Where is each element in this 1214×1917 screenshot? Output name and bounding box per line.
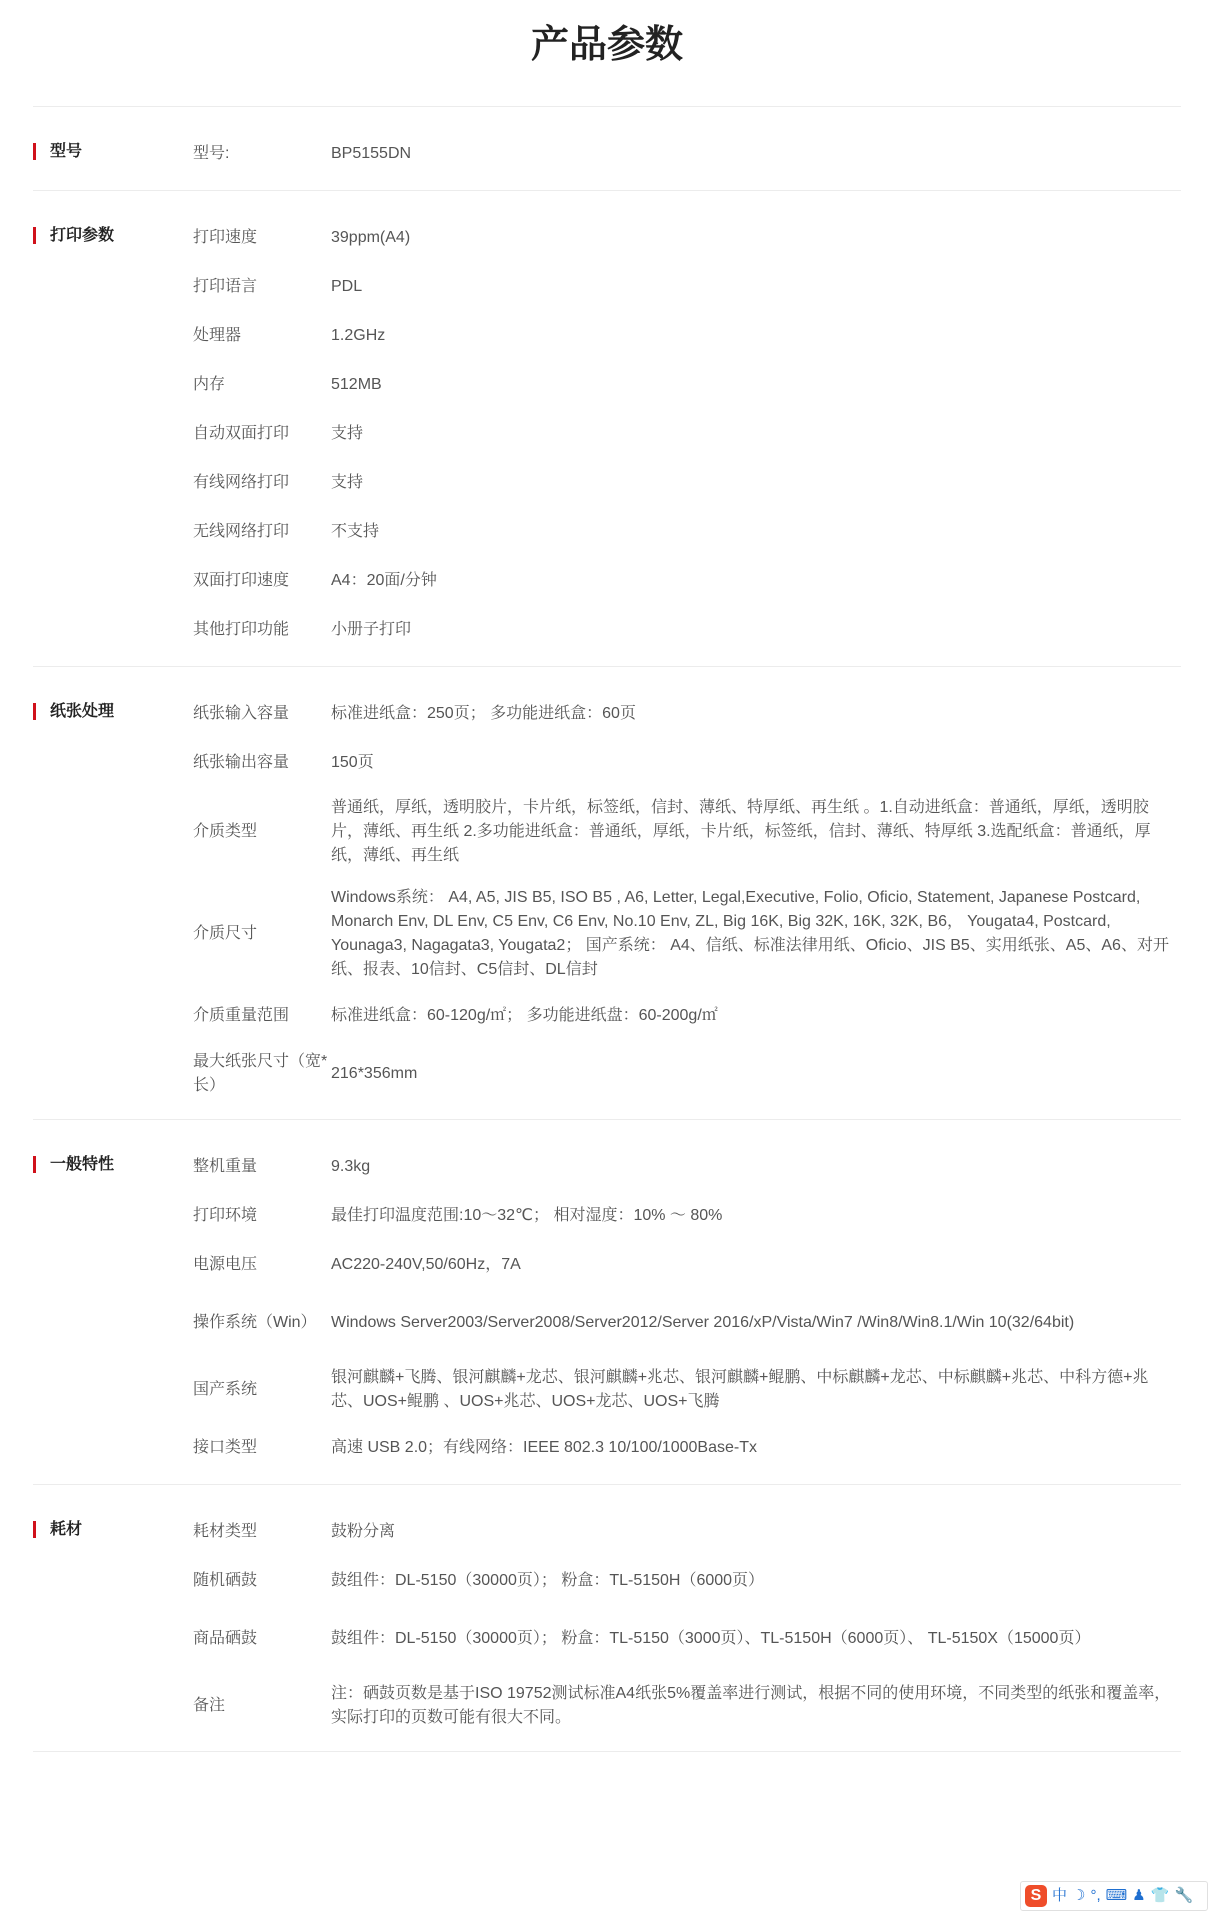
spec-row — [193, 991, 1181, 1040]
ime-moon-icon[interactable]: ☽ — [1072, 1887, 1086, 1904]
ime-punctuation-icon[interactable]: °, — [1090, 1887, 1101, 1904]
spec-row — [193, 1356, 1181, 1423]
spec-label: 商品硒鼓 — [193, 1629, 258, 1647]
spec-row — [193, 213, 1181, 262]
section-accent-bar — [33, 1156, 36, 1173]
spec-table — [33, 106, 1181, 1752]
spec-row — [193, 556, 1181, 605]
section-title: 打印参数 — [50, 227, 115, 244]
spec-section — [33, 190, 1181, 666]
section-rows — [193, 1142, 1181, 1472]
section-accent-bar — [33, 703, 36, 720]
spec-label: 打印速度 — [193, 228, 258, 246]
spec-label: 电源电压 — [193, 1255, 258, 1273]
spec-row — [193, 787, 1181, 877]
spec-row — [193, 1289, 1181, 1356]
spec-value: 注：硒鼓页数是基于ISO 19752测试标准A4纸张5%覆盖率进行测试，根据不同的使用环境，不同类型的纸张和覆盖率，实际打印的页数可能有很大不同。 — [331, 1684, 1171, 1726]
spec-value: A4：20面/分钟 — [331, 571, 437, 589]
ime-skin-icon[interactable]: 👕 — [1150, 1887, 1170, 1904]
spec-value: 支持 — [331, 424, 364, 442]
spec-value: BP5155DN — [331, 144, 412, 162]
spec-value: 9.3kg — [331, 1157, 371, 1175]
section-header — [33, 1142, 193, 1472]
spec-label: 自动双面打印 — [193, 424, 290, 442]
spec-value: 不支持 — [331, 522, 380, 540]
section-title: 纸张处理 — [50, 703, 115, 720]
spec-label: 其他打印功能 — [193, 620, 290, 638]
section-accent-bar — [33, 227, 36, 244]
spec-value: 150页 — [331, 753, 374, 771]
section-rows — [193, 1507, 1181, 1739]
spec-value: Windows Server2003/Server2008/Server2012/Server 2016/xP/Vista/Win7 /Win8/Win8.1/Win 10(32/64bit) — [331, 1313, 1075, 1331]
spec-value: AC220-240V,50/60Hz，7A — [331, 1255, 521, 1273]
spec-row — [193, 311, 1181, 360]
spec-label: 无线网络打印 — [193, 522, 290, 540]
spec-value: PDL — [331, 277, 363, 295]
spec-label: 型号: — [193, 144, 230, 162]
spec-section — [33, 666, 1181, 1119]
spec-value: 高速 USB 2.0；有线网络：IEEE 802.3 10/100/1000Base-Tx — [331, 1438, 757, 1456]
spec-row — [193, 1240, 1181, 1289]
spec-row — [193, 458, 1181, 507]
spec-section — [33, 1119, 1181, 1484]
spec-label: 双面打印速度 — [193, 571, 290, 589]
spec-value: 普通纸，厚纸，透明胶片，卡片纸，标签纸，信封、薄纸、特厚纸、再生纸 。1.自动进纸盒：普通纸，厚纸，透明胶片，薄纸、再生纸 2.多功能进纸盒：普通纸，厚纸，卡片纸，标签纸，信封、薄纸、特厚纸 3.选配纸盒：普通纸，厚纸，薄纸、再生纸 — [331, 799, 1151, 864]
section-title: 一般特性 — [50, 1156, 115, 1173]
spec-label: 纸张输出容量 — [193, 753, 290, 771]
spec-value: 标准进纸盒：250页； 多功能进纸盒：60页 — [331, 704, 636, 722]
section-rows — [193, 129, 1181, 178]
spec-row — [193, 1672, 1181, 1739]
spec-label: 有线网络打印 — [193, 473, 290, 491]
spec-value: Windows系统： A4, A5, JIS B5, ISO B5 , A6, Letter, Legal,Executive, Folio, Oficio, Statement, Japanese Postcard, Monarch Env, DL Env, C5 Env, C6 Env, No.10 Env, ZL, Big 16K, Big 32K, 16K, 32K, B6， Yougata4, Postcard, Younaga3, Nagagata3, Yougata2； 国产系统： A4、信纸、标准法律用纸、Oficio、JIS B5、实用纸张、A5、A6、对开纸、报表、10信封、C5信封、DL信封 — [331, 889, 1169, 978]
spec-value: 小册子打印 — [331, 620, 412, 638]
page-title: 产品参数 — [530, 22, 683, 66]
spec-row — [193, 1040, 1181, 1107]
spec-label: 打印环境 — [193, 1206, 258, 1224]
spec-value: 鼓组件：DL-5150（30000页）； 粉盒：TL-5150（3000页）、TL-5150H（6000页）、 TL-5150X（15000页） — [331, 1629, 1091, 1647]
spec-value: 512MB — [331, 375, 382, 393]
section-rows — [193, 213, 1181, 654]
section-rows — [193, 689, 1181, 1107]
spec-label: 备注 — [193, 1696, 226, 1714]
spec-section — [33, 1484, 1181, 1752]
spec-label: 耗材类型 — [193, 1522, 258, 1540]
spec-section — [33, 106, 1181, 190]
section-title: 型号 — [50, 143, 83, 160]
spec-value: 216*356mm — [331, 1064, 418, 1082]
ime-chinese-mode-icon[interactable]: 中 — [1052, 1887, 1068, 1904]
spec-value: 标准进纸盒：60-120g/㎡； 多功能进纸盘：60-200g/㎡ — [331, 1006, 718, 1024]
spec-value: 鼓组件：DL-5150（30000页）； 粉盒：TL-5150H（6000页） — [331, 1571, 765, 1589]
spec-row — [193, 605, 1181, 654]
spec-label: 内存 — [193, 375, 226, 393]
spec-value: 39ppm(A4) — [331, 228, 411, 246]
spec-label: 纸张输入容量 — [193, 704, 290, 722]
spec-row — [193, 129, 1181, 178]
ime-tools-icon[interactable]: 🔧 — [1174, 1887, 1194, 1904]
spec-value: 银河麒麟+飞腾、银河麒麟+龙芯、银河麒麟+兆芯、银河麒麟+鲲鹏、中标麒麟+龙芯、中标麒麟+兆芯、中科方德+兆芯、UOS+鲲鹏 、UOS+兆芯、UOS+龙芯、UOS+飞腾 — [331, 1368, 1149, 1410]
spec-row — [193, 738, 1181, 787]
spec-row — [193, 1605, 1181, 1672]
ime-keyboard-icon[interactable]: ⌨ — [1105, 1887, 1128, 1904]
spec-row — [193, 409, 1181, 458]
spec-row — [193, 689, 1181, 738]
spec-row — [193, 360, 1181, 409]
spec-row — [193, 1423, 1181, 1472]
spec-label: 介质尺寸 — [193, 925, 258, 942]
spec-label: 随机硒鼓 — [193, 1571, 258, 1589]
spec-label: 打印语言 — [193, 277, 258, 295]
spec-value: 最佳打印温度范围:10～32℃； 相对湿度：10% ～ 80% — [331, 1206, 723, 1224]
spec-row — [193, 1191, 1181, 1240]
spec-label: 操作系统（Win） — [193, 1313, 317, 1331]
spec-row — [193, 262, 1181, 311]
spec-label: 整机重量 — [193, 1157, 258, 1175]
spec-value: 1.2GHz — [331, 326, 386, 344]
spec-label: 介质类型 — [193, 823, 258, 840]
spec-label: 接口类型 — [193, 1438, 258, 1456]
spec-label: 国产系统 — [193, 1380, 258, 1398]
spec-row — [193, 1556, 1181, 1605]
section-header — [33, 1507, 193, 1739]
section-accent-bar — [33, 143, 36, 160]
section-header — [33, 129, 193, 178]
ime-toolbar[interactable] — [1020, 1881, 1208, 1911]
spec-value: 支持 — [331, 473, 364, 491]
section-accent-bar — [33, 1521, 36, 1538]
spec-label: 处理器 — [193, 326, 242, 344]
section-header — [33, 213, 193, 654]
spec-row — [193, 877, 1181, 991]
spec-row — [193, 1507, 1181, 1556]
spec-row — [193, 507, 1181, 556]
spec-row — [193, 1142, 1181, 1191]
spec-value: 鼓粉分离 — [331, 1522, 396, 1540]
sogou-logo-icon[interactable]: S — [1025, 1885, 1047, 1907]
section-header — [33, 689, 193, 1107]
spec-label: 介质重量范围 — [193, 1006, 290, 1024]
section-title: 耗材 — [50, 1521, 83, 1538]
ime-user-icon[interactable]: ♟ — [1132, 1887, 1146, 1904]
spec-label: 最大纸张尺寸（宽*长） — [193, 1052, 328, 1094]
